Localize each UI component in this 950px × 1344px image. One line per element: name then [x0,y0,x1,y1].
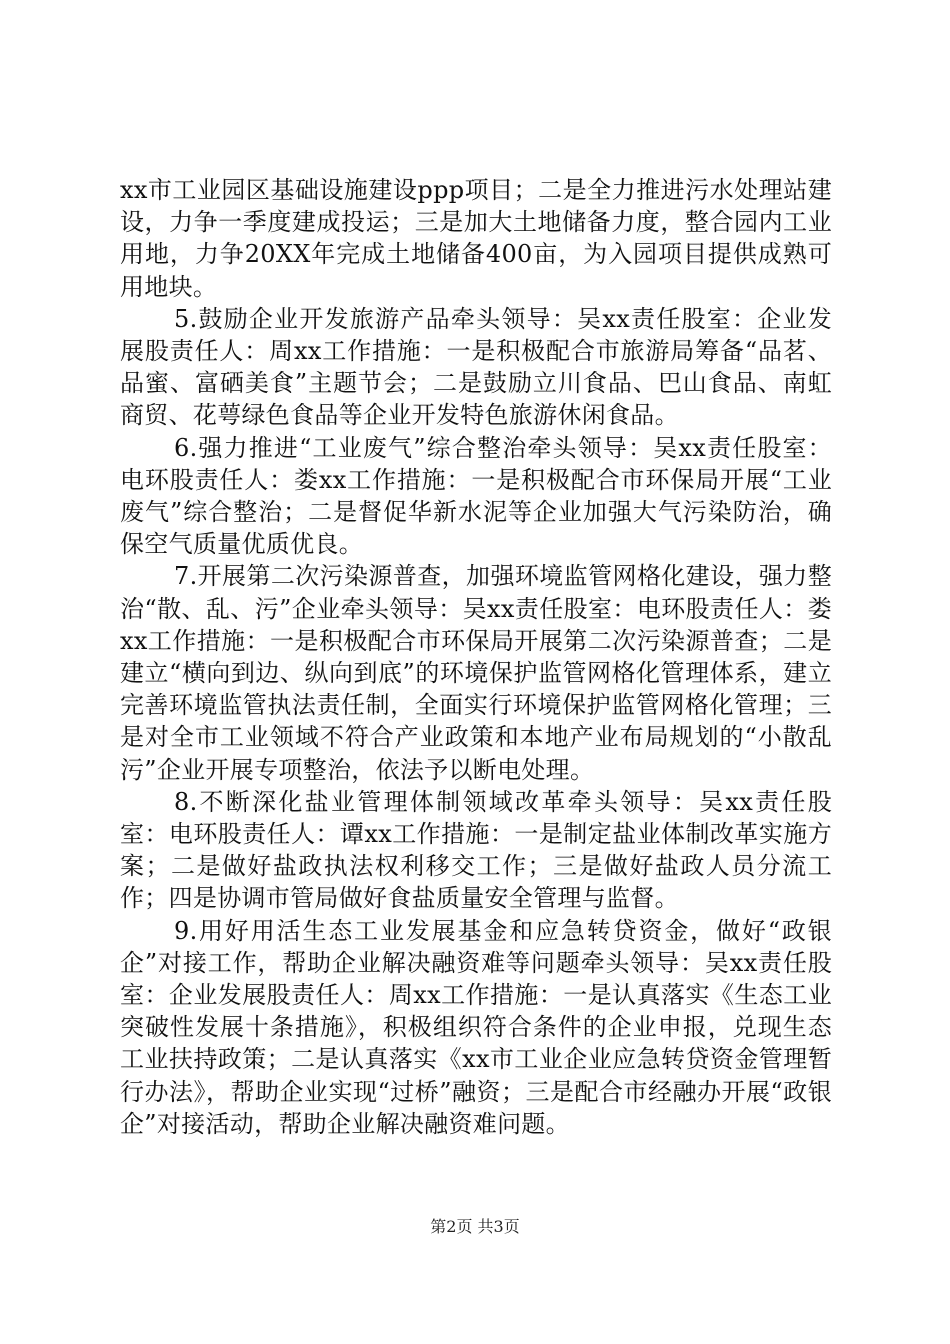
paragraph-item-5: 5.鼓励企业开发旅游产品牵头领导：吴xx责任股室：企业发展股责任人：周xx工作措施：一是积极配合市旅游局筹备“品茗、品蜜、富硒美食”主题节会；二是鼓励立川食品、巴山食品、南虹商贸、花萼绿色食品等企业开发特色旅游休闲食品。 [120,304,832,430]
page-number-label: 第2页 共3页 [430,1217,520,1236]
paragraph-item-8: 8.不断深化盐业管理体制领域改革牵头领导：吴xx责任股室：电环股责任人：谭xx工作措施：一是制定盐业体制改革实施方案；二是做好盐政执法权利移交工作；三是做好盐政人员分流工作；四是协调市管局做好食盐质量安全管理与监督。 [120,787,832,913]
page-footer [0,1216,950,1238]
paragraph-item-9: 9.用好用活生态工业发展基金和应急转贷资金，做好“政银企”对接工作，帮助企业解决融资难等问题牵头领导：吴xx责任股室：企业发展股责任人：周xx工作措施：一是认真落实《生态工业突破性发展十条措施》，积极组织符合条件的企业申报，兑现生态工业扶持政策；二是认真落实《xx市工业企业应急转贷资金管理暂行办法》，帮助企业实现“过桥”融资；三是配合市经融办开展“政银企”对接活动，帮助企业解决融资难问题。 [120,916,832,1138]
paragraph-item-6: 6.强力推进“工业废气”综合整治牵头领导：吴xx责任股室：电环股责任人：娄xx工作措施：一是积极配合市环保局开展“工业废气”综合整治；二是督促华新水泥等企业加强大气污染防治，确保空气质量优质优良。 [120,433,832,559]
paragraph-continued-project: xx市工业园区基础设施建设ppp项目；二是全力推进污水处理站建设，力争一季度建成投运；三是加大土地储备力度，整合园内工业用地，力争20XX年完成土地储备400亩，为入园项目提供成熟可用地块。 [120,176,832,301]
paragraph-item-7: 7.开展第二次污染源普查，加强环境监管网格化建设，强力整治“散、乱、污”企业牵头领导：吴xx责任股室：电环股责任人：娄xx工作措施：一是积极配合市环保局开展第二次污染源普查；二是建立“横向到边、纵向到底”的环境保护监管网格化管理体系，建立完善环境监管执法责任制，全面实行环境保护监管网格化管理；三是对全市工业领域不符合产业政策和本地产业布局规划的“小散乱污”企业开展专项整治，依法予以断电处理。 [120,562,832,784]
document-body [120,174,832,1140]
